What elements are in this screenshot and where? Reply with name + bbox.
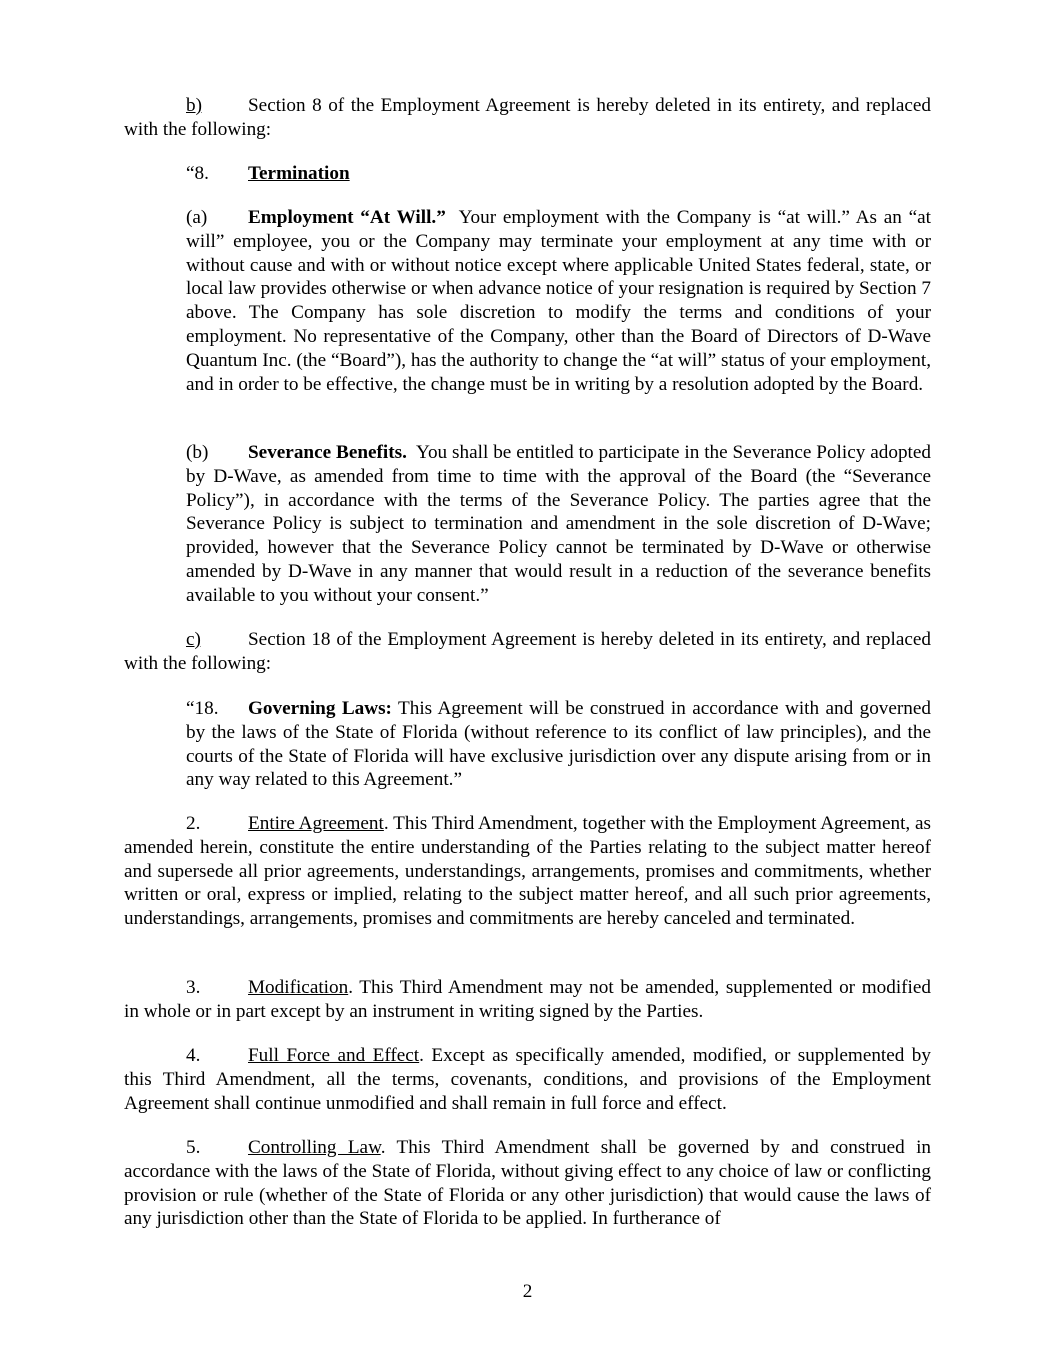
severance-label: (b)	[186, 442, 209, 463]
modification-paragraph	[124, 976, 931, 1024]
entire-agreement-text: . This Third Amendment, together with the Employment Agreement, as amended herein, constitute the entire understanding of the Parties relating to the subject matter hereof and supersede all prior agreements, understandings, arrangements, promises and commitments, whether written or oral, express or implied, relating to the subject matter hereof, and all such prior agreements, understandings, arrangements, promises and commitments are hereby canceled and terminated.	[124, 813, 932, 930]
controlling-law-text: . This Third Amendment shall be governed by and construed in accordance with the laws of the State of Florida, without giving effect to any choice of law or conflicting provision or rule (whether of the State of Florida or any other jurisdiction) that would cause the laws of any jurisdiction other than the State of Florida to be applied. In furtherance of	[124, 1137, 931, 1230]
entire-agreement-paragraph	[124, 812, 931, 931]
section-b-label: b)	[186, 95, 202, 116]
section-c-label: c)	[186, 629, 201, 650]
section-c-text: Section 18 of the Employment Agreement is hereby deleted in its entirety, and replaced with the following:	[124, 629, 931, 674]
section-b-text: Section 8 of the Employment Agreement is hereby deleted in its entirety, and replaced with the following:	[124, 95, 931, 140]
section-c-paragraph	[124, 628, 931, 676]
modification-text: . This Third Amendment may not be amended, supplemented or modified in whole or in part except by an instrument in writing signed by the Parties.	[124, 977, 931, 1022]
governing-heading: Governing Laws:	[248, 698, 392, 719]
full-force-title: Full Force and Effect	[248, 1045, 420, 1066]
full-force-number: 4.	[186, 1045, 201, 1066]
severance-text: You shall be entitled to participate in the Severance Policy adopted by D-Wave, as amended from time to time with the approval of the Board (the “Severance Policy”), in accordance with the terms of the Severance Policy. The parties agree that the Severance Policy is subject to termination and amendment in the sole discretion of D-Wave; provided, however that the Severance Policy cannot be terminated by D-Wave or otherwise amended by D-Wave in any manner that would result in a reduction of the severance benefits available to you without your consent.”	[186, 442, 931, 606]
severance-paragraph	[186, 441, 931, 608]
controlling-law-title: Controlling Law	[248, 1137, 381, 1158]
entire-agreement-number: 2.	[186, 813, 201, 834]
termination-heading	[186, 162, 931, 186]
at-will-label: (a)	[186, 207, 208, 228]
full-force-text: . Except as specifically amended, modified, or supplemented by this Third Amendment, all the terms, covenants, conditions, and provisions of the Employment Agreement shall continue unmodified and shall remain in full force and effect.	[124, 1045, 931, 1114]
entire-agreement-title: Entire Agreement	[248, 813, 384, 834]
governing-paragraph	[186, 697, 931, 792]
termination-number: “8.	[186, 163, 209, 184]
at-will-text: Your employment with the Company is “at will.” As an “at will” employee, you or the Company may terminate your employment at any time with or without cause and with or without notice except where applicable United States federal, state, or local law provides otherwise or when advance notice of your resignation is required by Section 7 above. The Company has sole discretion to modify the terms and conditions of your employment. No representative of the Company, other than the Board of Directors of D-Wave Quantum Inc. (the “Board”), has the authority to change the “at will” status of your employment, and in order to be effective, the change must be in writing by a resolution adopted by the Board.	[186, 207, 931, 395]
governing-number: “18.	[186, 698, 219, 719]
termination-title: Termination	[248, 163, 350, 184]
at-will-paragraph	[186, 206, 931, 396]
full-force-paragraph	[124, 1044, 931, 1115]
modification-number: 3.	[186, 977, 201, 998]
at-will-heading: Employment “At Will.”	[248, 207, 446, 228]
modification-title: Modification	[248, 977, 349, 998]
controlling-law-paragraph	[124, 1136, 931, 1231]
page-number: 2	[522, 1281, 533, 1302]
section-b-paragraph	[124, 94, 931, 142]
controlling-law-number: 5.	[186, 1137, 201, 1158]
governing-text: This Agreement will be construed in accordance with and governed by the laws of the State of Florida (without reference to its conflict of law principles), and the courts of the State of Florida will have exclusive jurisdiction over any dispute arising from or in any way related to this Agreement.”	[186, 698, 931, 791]
severance-heading: Severance Benefits.	[248, 442, 407, 463]
